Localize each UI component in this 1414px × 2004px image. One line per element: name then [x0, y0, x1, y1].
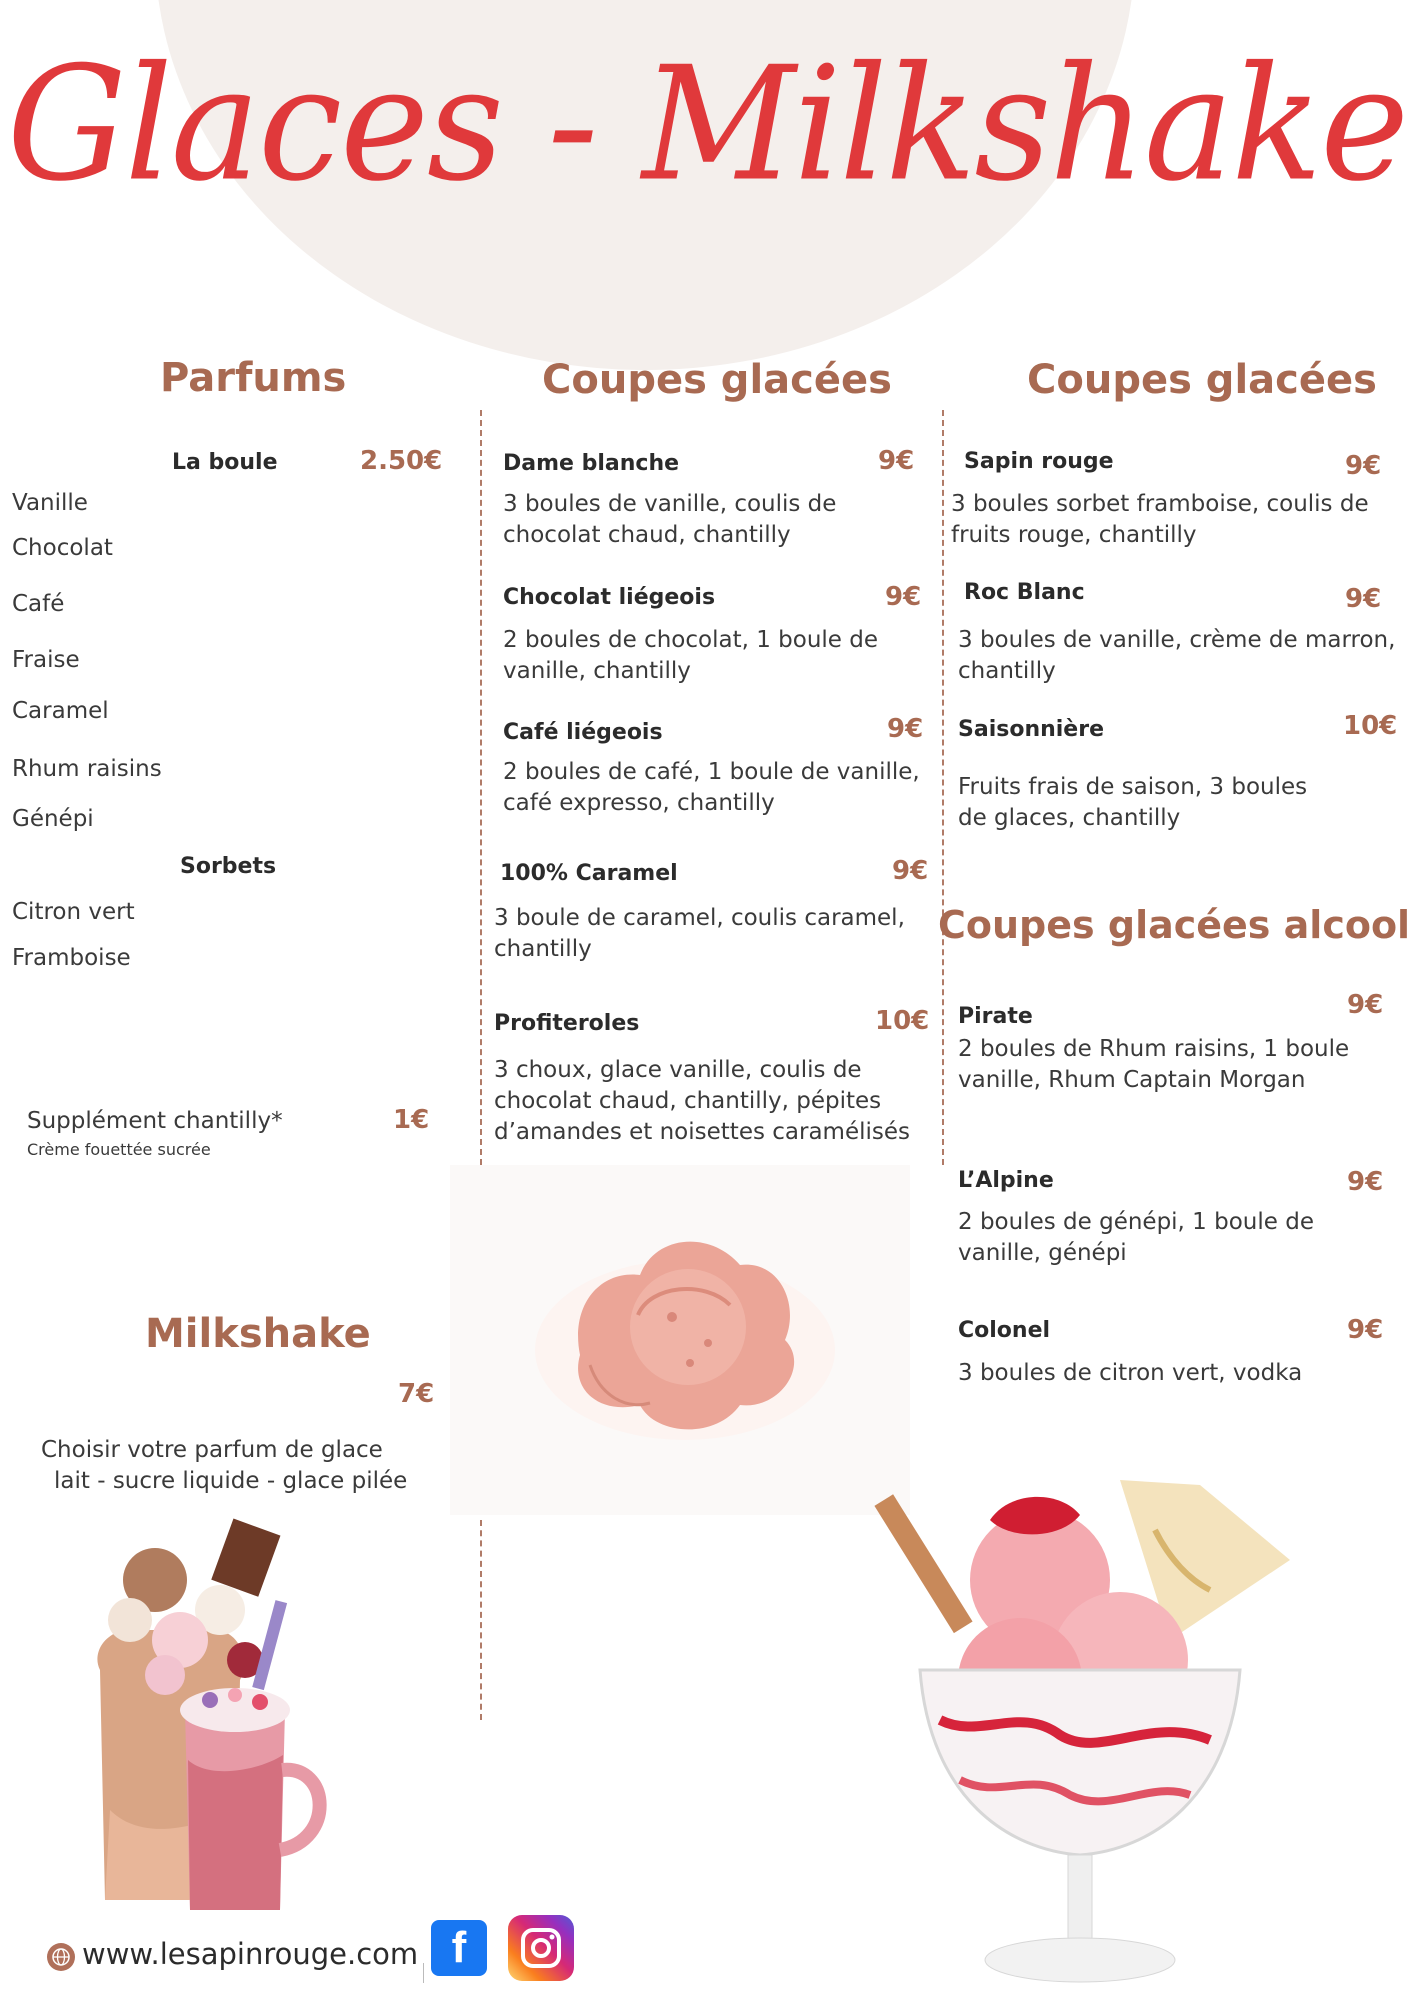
coupe-desc: 3 boules de citron vert, vodka — [958, 1360, 1303, 1386]
supplement-price: 1€ — [393, 1105, 430, 1135]
facebook-icon[interactable]: f — [431, 1920, 487, 1976]
sundae-image — [870, 1470, 1290, 2000]
sorbet-item: Citron vert — [12, 899, 135, 925]
coupe-desc: 3 boules sorbet framboise, coulis de fruits rouge, chantilly — [951, 491, 1369, 548]
instagram-icon[interactable] — [508, 1915, 574, 1981]
coupe-price: 9€ — [892, 856, 929, 886]
column-divider-left-bottom — [480, 1520, 482, 1720]
coupe-price: 10€ — [875, 1006, 930, 1036]
coupe-price: 9€ — [1345, 451, 1382, 481]
milkshake-line1: Choisir votre parfum de glace — [41, 1437, 383, 1463]
coupe-name: Saisonnière — [958, 717, 1104, 742]
coupe-name: Profiteroles — [494, 1011, 640, 1036]
coupe-name: Café liégeois — [503, 720, 663, 745]
supplement-label: Supplément chantilly* — [27, 1108, 283, 1134]
coupes-alcool-heading: Coupes glacées alcool — [938, 903, 1411, 947]
flavor-item: Vanille — [12, 490, 88, 516]
milkshake-price: 7€ — [398, 1379, 435, 1409]
coupe-name: L’Alpine — [958, 1168, 1054, 1193]
coupe-price: 9€ — [887, 714, 924, 744]
coupe-desc: 3 boules de vanille, crème de marron, chantilly — [958, 627, 1396, 684]
ice-cream-scoop-image — [450, 1165, 910, 1515]
coupe-desc: 3 boule de caramel, coulis caramel, chantilly — [494, 905, 905, 962]
coupe-desc: Fruits frais de saison, 3 boules de glaces, chantilly — [958, 774, 1308, 831]
flavor-item: Génépi — [12, 806, 94, 832]
coupe-name: Colonel — [958, 1318, 1051, 1343]
coupe-desc: 2 boules de génépi, 1 boule de vanille, génépi — [958, 1209, 1314, 1266]
coupe-desc: 2 boules de Rhum raisins, 1 boule vanille, Rhum Captain Morgan — [958, 1036, 1350, 1093]
coupe-name: Chocolat liégeois — [503, 585, 716, 610]
la-boule-price: 2.50€ — [360, 446, 443, 476]
supplement-note: Crème fouettée sucrée — [27, 1140, 211, 1159]
sorbet-item: Framboise — [12, 945, 131, 971]
coupes-heading: Coupes glacées — [542, 357, 892, 403]
coupe-price: 9€ — [1347, 990, 1384, 1020]
coupe-desc: 3 boules de vanille, coulis de chocolat chaud, chantilly — [503, 491, 837, 548]
coupe-price: 9€ — [885, 582, 922, 612]
coupe-price: 10€ — [1343, 711, 1398, 741]
coupe-price: 9€ — [878, 446, 915, 476]
column-divider-left — [480, 410, 482, 1165]
globe-icon — [47, 1943, 75, 1971]
website-link[interactable]: www.lesapinrouge.com — [82, 1937, 419, 1971]
coupes-heading-2: Coupes glacées — [1027, 357, 1377, 403]
coupe-name: 100% Caramel — [500, 861, 678, 886]
coupe-name: Pirate — [958, 1004, 1033, 1029]
coupe-desc: 2 boules de chocolat, 1 boule de vanille, chantilly — [503, 627, 879, 684]
milkshake-illustration — [70, 1510, 370, 1930]
footer-divider — [423, 1963, 424, 1983]
column-divider-right — [942, 410, 944, 1165]
flavor-item: Café — [12, 591, 65, 617]
flavor-item: Chocolat — [12, 535, 113, 561]
coupe-price: 9€ — [1347, 1315, 1384, 1345]
milkshake-heading: Milkshake — [145, 1311, 371, 1357]
la-boule-label: La boule — [172, 450, 278, 475]
coupe-name: Roc Blanc — [964, 580, 1085, 605]
coupe-desc: 2 boules de café, 1 boule de vanille, café expresso, chantilly — [503, 759, 920, 816]
flavor-item: Rhum raisins — [12, 756, 162, 782]
coupe-price: 9€ — [1345, 584, 1382, 614]
flavor-item: Fraise — [12, 647, 80, 673]
coupe-price: 9€ — [1347, 1167, 1384, 1197]
flavor-item: Caramel — [12, 698, 109, 724]
page-title: Glaces - Milkshake — [6, 33, 1408, 217]
coupe-name: Dame blanche — [503, 451, 680, 476]
sorbets-label: Sorbets — [180, 854, 277, 879]
parfums-heading: Parfums — [160, 355, 347, 401]
coupe-desc: 3 choux, glace vanille, coulis de chocolat chaud, chantilly, pépites d’amandes et noisettes caramélisés — [494, 1057, 910, 1145]
milkshake-line2: lait - sucre liquide - glace pilée — [54, 1468, 408, 1494]
coupe-name: Sapin rouge — [964, 449, 1114, 474]
